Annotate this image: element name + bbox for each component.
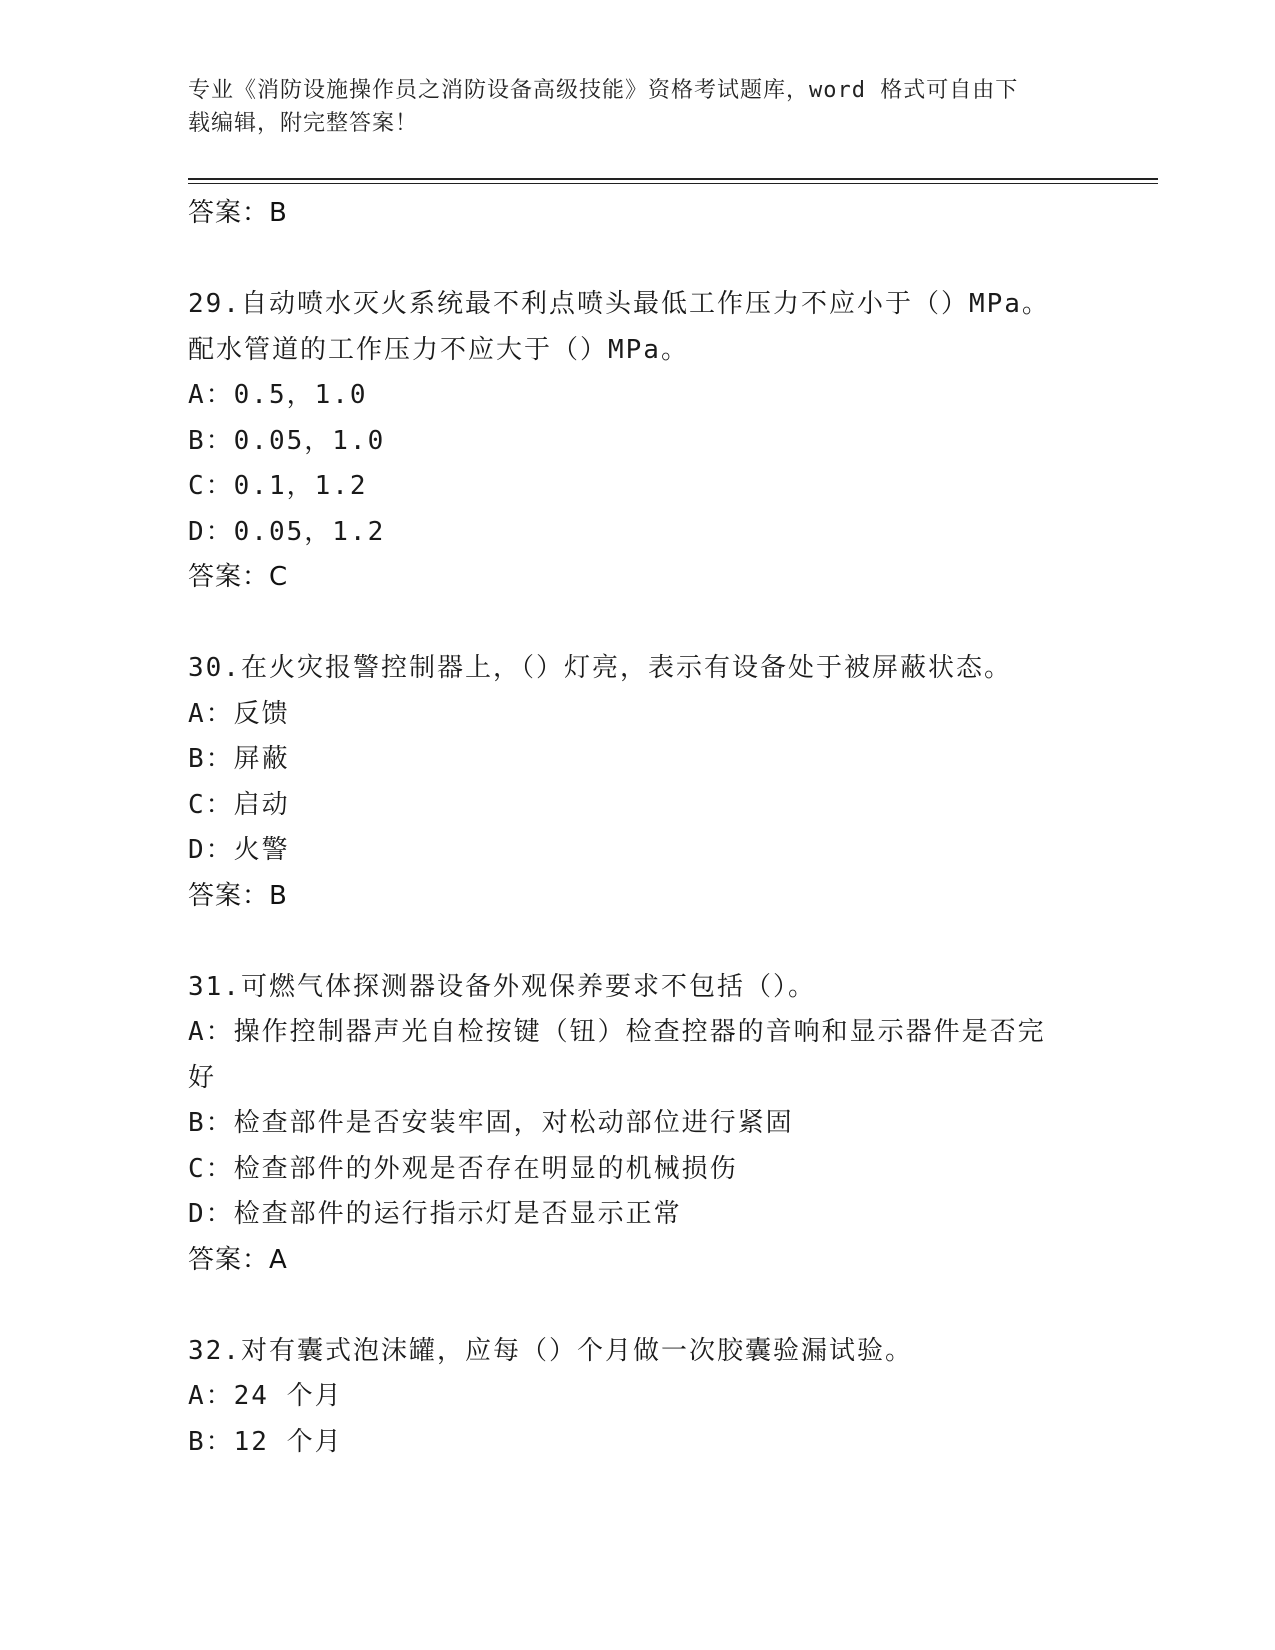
answer-label: 答案：A xyxy=(188,1244,288,1275)
option-b: B：屏蔽 xyxy=(188,744,290,774)
header-divider-thick xyxy=(188,178,1158,180)
option-a: A：操作控制器声光自检按键（钮）检查控器的音响和显示器件是否完 xyxy=(188,1017,1046,1047)
question-list xyxy=(188,191,1088,1465)
answer-label: 答案：C xyxy=(188,562,289,592)
option-b: B：0.05，1.0 xyxy=(188,425,386,456)
option-b: B：12 个月 xyxy=(188,1426,343,1457)
question-block xyxy=(188,282,1088,601)
option-d: D：火警 xyxy=(188,835,290,865)
option-a-continued: 好 xyxy=(188,1062,217,1093)
question-block xyxy=(188,965,1088,1284)
question-block xyxy=(188,646,1088,919)
option-a: A：0.5，1.0 xyxy=(188,380,368,410)
question-stem: 31.可燃气体探测器设备外观保养要求不包括（）。 xyxy=(188,971,816,1002)
option-d: D：检查部件的运行指示灯是否显示正常 xyxy=(188,1199,682,1229)
question-stem: 配水管道的工作压力不应大于（）MPa。 xyxy=(188,334,689,365)
option-c: C：启动 xyxy=(188,789,290,820)
spacer xyxy=(188,237,1088,283)
answer-label: 答案：B xyxy=(188,880,288,911)
header-divider-thin xyxy=(188,183,1158,184)
spacer xyxy=(188,1283,1088,1329)
answer-label: 答案：B xyxy=(188,198,288,228)
spacer xyxy=(188,601,1088,647)
spacer xyxy=(188,919,1088,965)
question-stem: 30.在火灾报警控制器上，（）灯亮，表示有设备处于被屏蔽状态。 xyxy=(188,653,1012,683)
option-b: B：检查部件是否安装牢固，对松动部位进行紧固 xyxy=(188,1108,794,1138)
option-c: C：检查部件的外观是否存在明显的机械损伤 xyxy=(188,1153,738,1184)
option-d: D：0.05，1.2 xyxy=(188,516,386,547)
option-a: A：反馈 xyxy=(188,698,290,729)
question-stem: 29.自动喷水灭火系统最不利点喷头最低工作压力不应小于（）MPa。 xyxy=(188,289,1050,319)
option-a: A：24 个月 xyxy=(188,1381,343,1411)
document-header xyxy=(188,74,1068,140)
question-stem: 32.对有囊式泡沫罐，应每（）个月做一次胶囊验漏试验。 xyxy=(188,1335,913,1366)
question-block xyxy=(188,1329,1088,1466)
option-c: C：0.1，1.2 xyxy=(188,471,368,501)
header-line-2: 载编辑，附完整答案！ xyxy=(188,111,419,136)
header-line-1: 专业《消防设施操作员之消防设备高级技能》资格考试题库，word 格式可自由下 xyxy=(188,78,1019,103)
